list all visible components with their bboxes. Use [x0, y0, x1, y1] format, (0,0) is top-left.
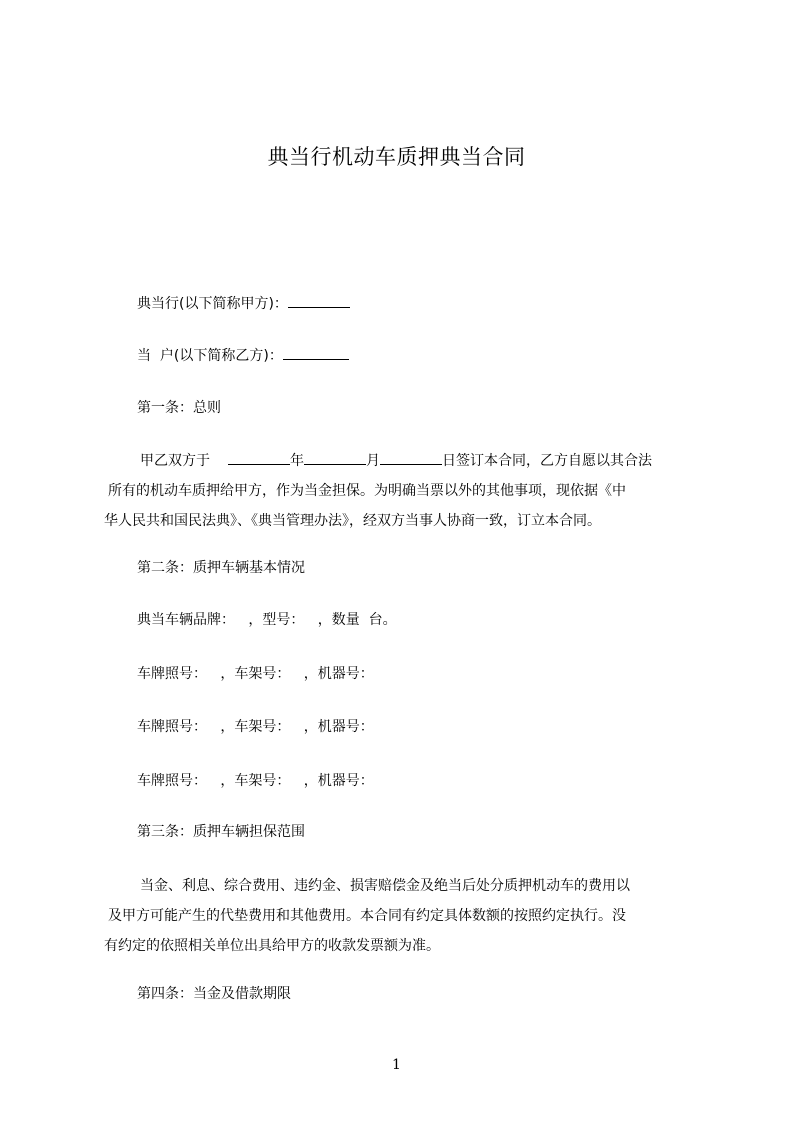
date-day-blank [228, 449, 290, 465]
article-1-paragraph-line-1 [104, 446, 704, 476]
year-label: 年 [290, 453, 304, 469]
page-number: 1 [392, 1057, 401, 1073]
party-b-line [137, 344, 349, 366]
month-blank [380, 449, 442, 465]
vehicle-brand-line: 典当车辆品牌： ，型号： ，数量 台。 [137, 612, 397, 628]
article-3-paragraph-line-3: 有约定的依照相关单位出具给甲方的收款发票额为准。 [104, 938, 440, 954]
vehicle-line-1: 车牌照号： ，车架号： ，机器号： [137, 666, 374, 682]
article-1-heading: 第一条：总则 [137, 400, 221, 416]
article-3-paragraph-line-1: 当金、利息、综合费用、违约金、损害赔偿金及绝当后处分质押机动车的费用以 [140, 878, 630, 894]
document-title: 典当行机动车质押典当合同 [267, 145, 526, 169]
article-1-rest: 日签订本合同，乙方自愿以其合法 [442, 453, 652, 469]
vehicle-line-3: 车牌照号： ，车架号： ，机器号： [137, 773, 374, 789]
article-4-heading: 第四条：当金及借款期限 [137, 986, 291, 1002]
article-3-paragraph-line-2: 及甲方可能产生的代垫费用和其他费用。本合同有约定具体数额的按照约定执行。没 [108, 908, 626, 924]
article-1-prefix: 甲乙双方于 [140, 453, 210, 469]
year-blank [304, 449, 366, 465]
article-2-heading: 第二条：质押车辆基本情况 [137, 560, 305, 576]
month-label: 月 [366, 453, 380, 469]
article-3-heading: 第三条：质押车辆担保范围 [137, 824, 305, 840]
vehicle-line-2: 车牌照号： ，车架号： ，机器号： [137, 719, 374, 735]
article-1-paragraph-line-3: 华人民共和国民法典》、《典当管理办法》，经双方当事人协商一致，订立本合同。 [104, 513, 601, 529]
party-a-line [137, 292, 350, 314]
party-a-label: 典当行(以下简称甲方)： [137, 296, 288, 312]
article-1-paragraph [104, 446, 704, 536]
party-b-label: 当 户(以下简称乙方)： [137, 348, 283, 364]
article-3-paragraph [104, 871, 704, 961]
article-1-paragraph-line-2: 所有的机动车质押给甲方，作为当金担保。为明确当票以外的其他事项，现依据《中 [108, 483, 626, 499]
party-a-blank [288, 292, 350, 308]
party-b-blank [283, 344, 349, 360]
